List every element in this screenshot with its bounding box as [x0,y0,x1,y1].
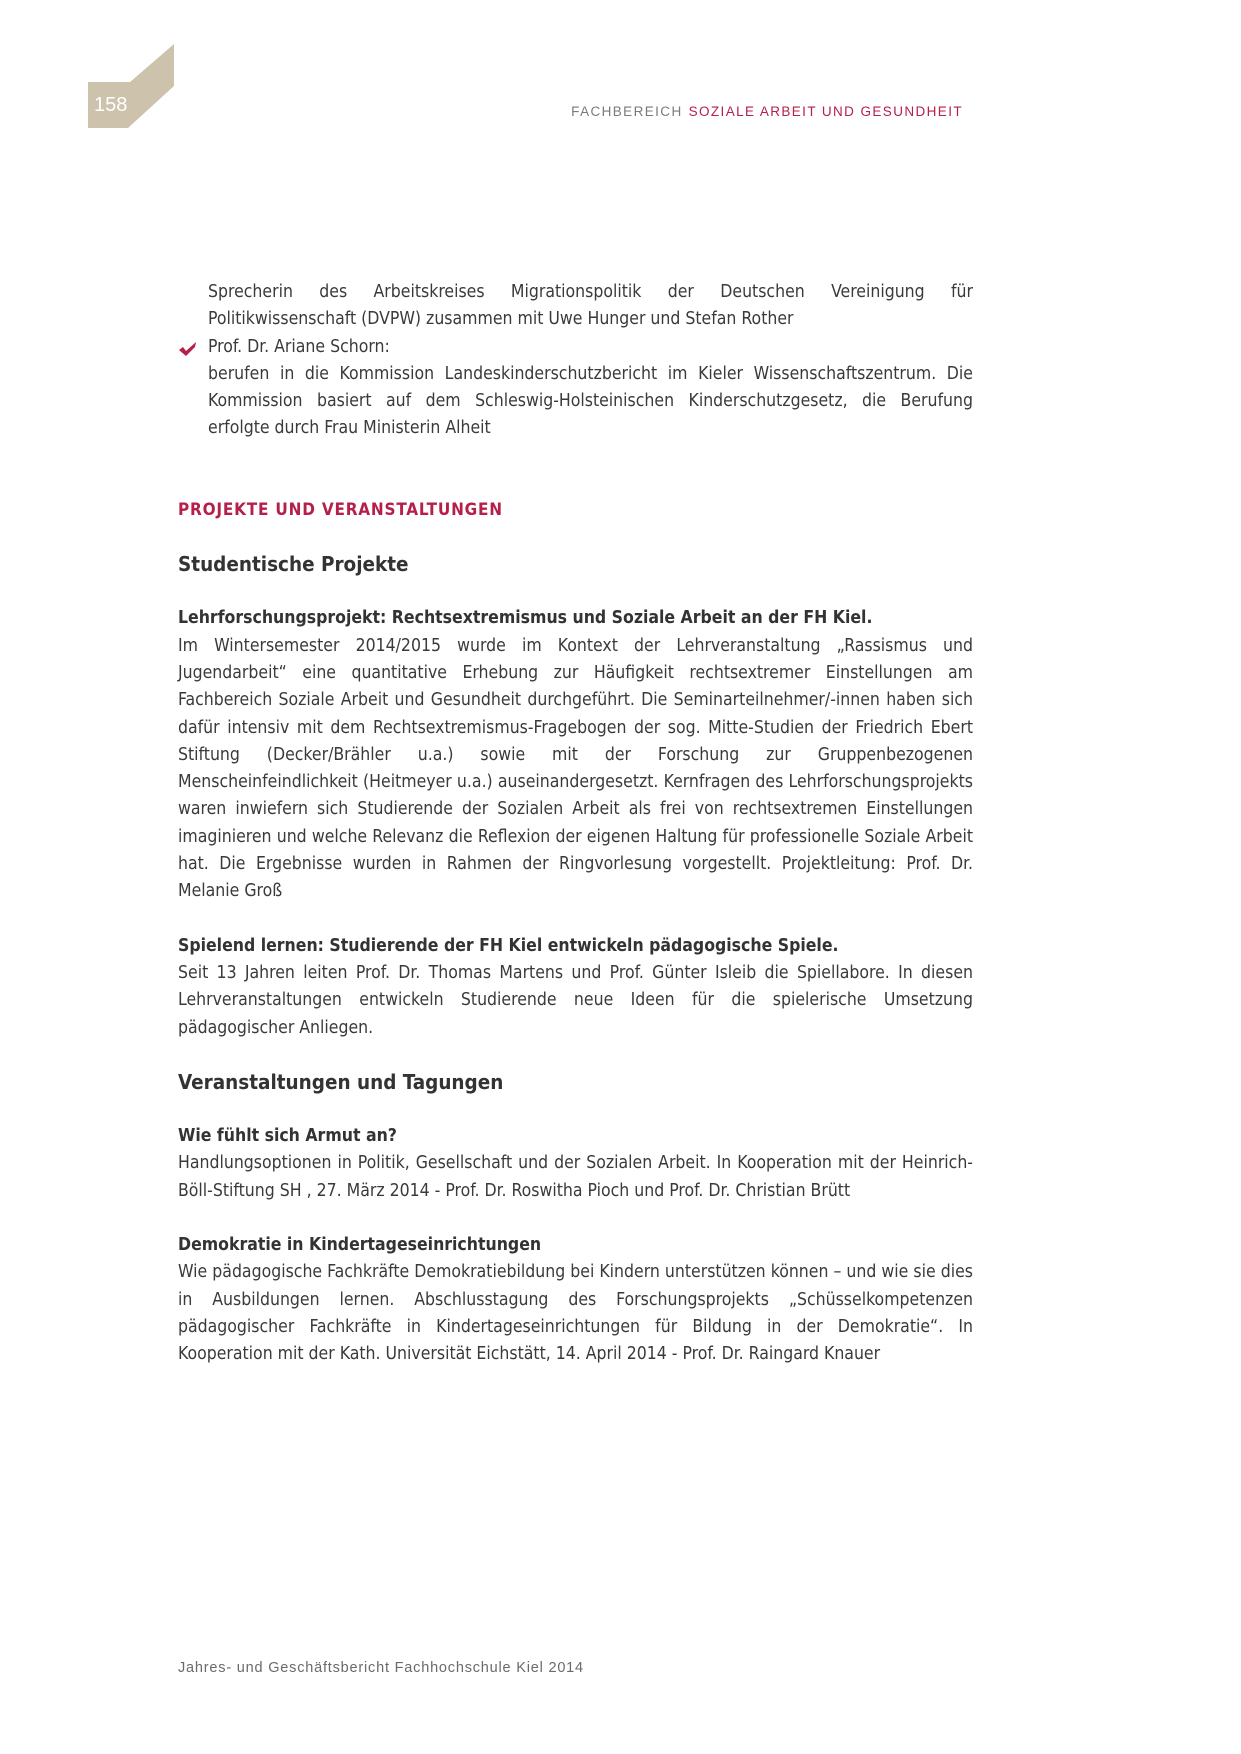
header-title: SOZIALE ARBEIT UND GESUNDHEIT [688,104,963,119]
bullet-text: berufen in die Kommission Landeskinderschutzbericht im Kieler Wissenschaftszentrum. Die Kommission basiert auf dem Schleswig-Holsteinischen Kinderschutzgesetz, die Berufung erfolgte durch Frau Ministerin Alheit [208,363,973,439]
intro-continuation: Sprecherin des Arbeitskreises Migrationspolitik der Deutschen Vereinigung für Politikwissenschaft (DVPW) zusammen mit Uwe Hunger und Stefan Rother [208,282,973,330]
event-title: Wie fühlt sich Armut an? [178,1126,397,1147]
event-item [178,1232,973,1368]
event-title: Demokratie in Kindertageseinrichtungen [178,1235,542,1256]
project-title: Lehrforschungsprojekt: Rechtsextremismus und Soziale Arbeit an der FH Kiel. [178,608,873,629]
bullet-name: Prof. Dr. Ariane Schorn: [208,336,390,357]
project-item [178,605,973,905]
event-item [178,1123,973,1205]
section-title: PROJEKTE UND VERANSTALTUNGEN [178,499,503,520]
project-body: Im Wintersemester 2014/2015 wurde im Kontext der Lehrveranstaltung „Rassismus und Jugendarbeit“ eine quantitative Erhebung zur Häufigkeit rechtsextremer Einstellungen am Fachbereich Soziale Arbeit und Gesundheit durchgeführt. Die Seminarteilnehmer/-innen haben sich dafür intensiv mit dem Rechtsextremismus-Fragebogen der sog. Mitte-Studien der Friedrich Ebert Stiftung (Decker/Brähler u.a.) sowie mit der Forschung zur Gruppenbezogenen Menscheinfeindlichkeit (Heitmeyer u.a.) auseinandergesetzt. Kernfragen des Lehrforschungsprojekts waren inwiefern sich Studierende der Sozialen Arbeit als frei von rechtsextremen Einstellungen imaginieren und welche Relevanz die Reflexion der eigenen Haltung für professionelle Soziale Arbeit hat. Die Ergebnisse wurden in Rahmen der Ringvorlesung vorgestellt. Projektleitung: Prof. Dr. Melanie Groß [178,635,973,902]
page-footer: Jahres- und Geschäftsbericht Fachhochschule Kiel 2014 [178,1660,584,1676]
check-icon [178,339,198,366]
bullet-item [208,334,973,361]
project-item [178,933,973,1042]
page-number: 158 [94,94,128,116]
intro-block [208,279,973,443]
running-header [571,104,963,119]
main-content [178,279,973,1369]
student-projects-heading: Studentische Projekte [178,552,409,577]
header-label: FACHBEREICH [571,104,683,119]
event-body: Wie pädagogische Fachkräfte Demokratiebildung bei Kindern unterstützen können – und wie sie dies in Ausbildungen lernen. Abschlusstagung des Forschungsprojekts „Schüsselkompetenzen pädagogischer Fachkräfte in Kindertageseinrichtungen für Bildung in der Demokratie“. In Kooperation mit der Kath. Universität Eichstätt, 14. April 2014 - Prof. Dr. Raingard Knauer [178,1262,973,1365]
project-title: Spielend lernen: Studierende der FH Kiel entwickeln pädagogische Spiele. [178,935,839,956]
events-heading: Veranstaltungen und Tagungen [178,1069,504,1094]
event-body: Handlungsoptionen in Politik, Gesellschaft und der Sozialen Arbeit. In Kooperation mit der Heinrich-Böll-Stiftung SH , 27. März 2014 - Prof. Dr. Roswitha Pioch und Prof. Dr. Christian Brütt [178,1153,973,1201]
project-body: Seit 13 Jahren leiten Prof. Dr. Thomas Martens und Prof. Günter Isleib die Spiellabore. In diesen Lehrveranstaltungen entwickeln Studierende neue Ideen für die spielerische Umsetzung pädagogischer Anliegen. [178,962,973,1038]
